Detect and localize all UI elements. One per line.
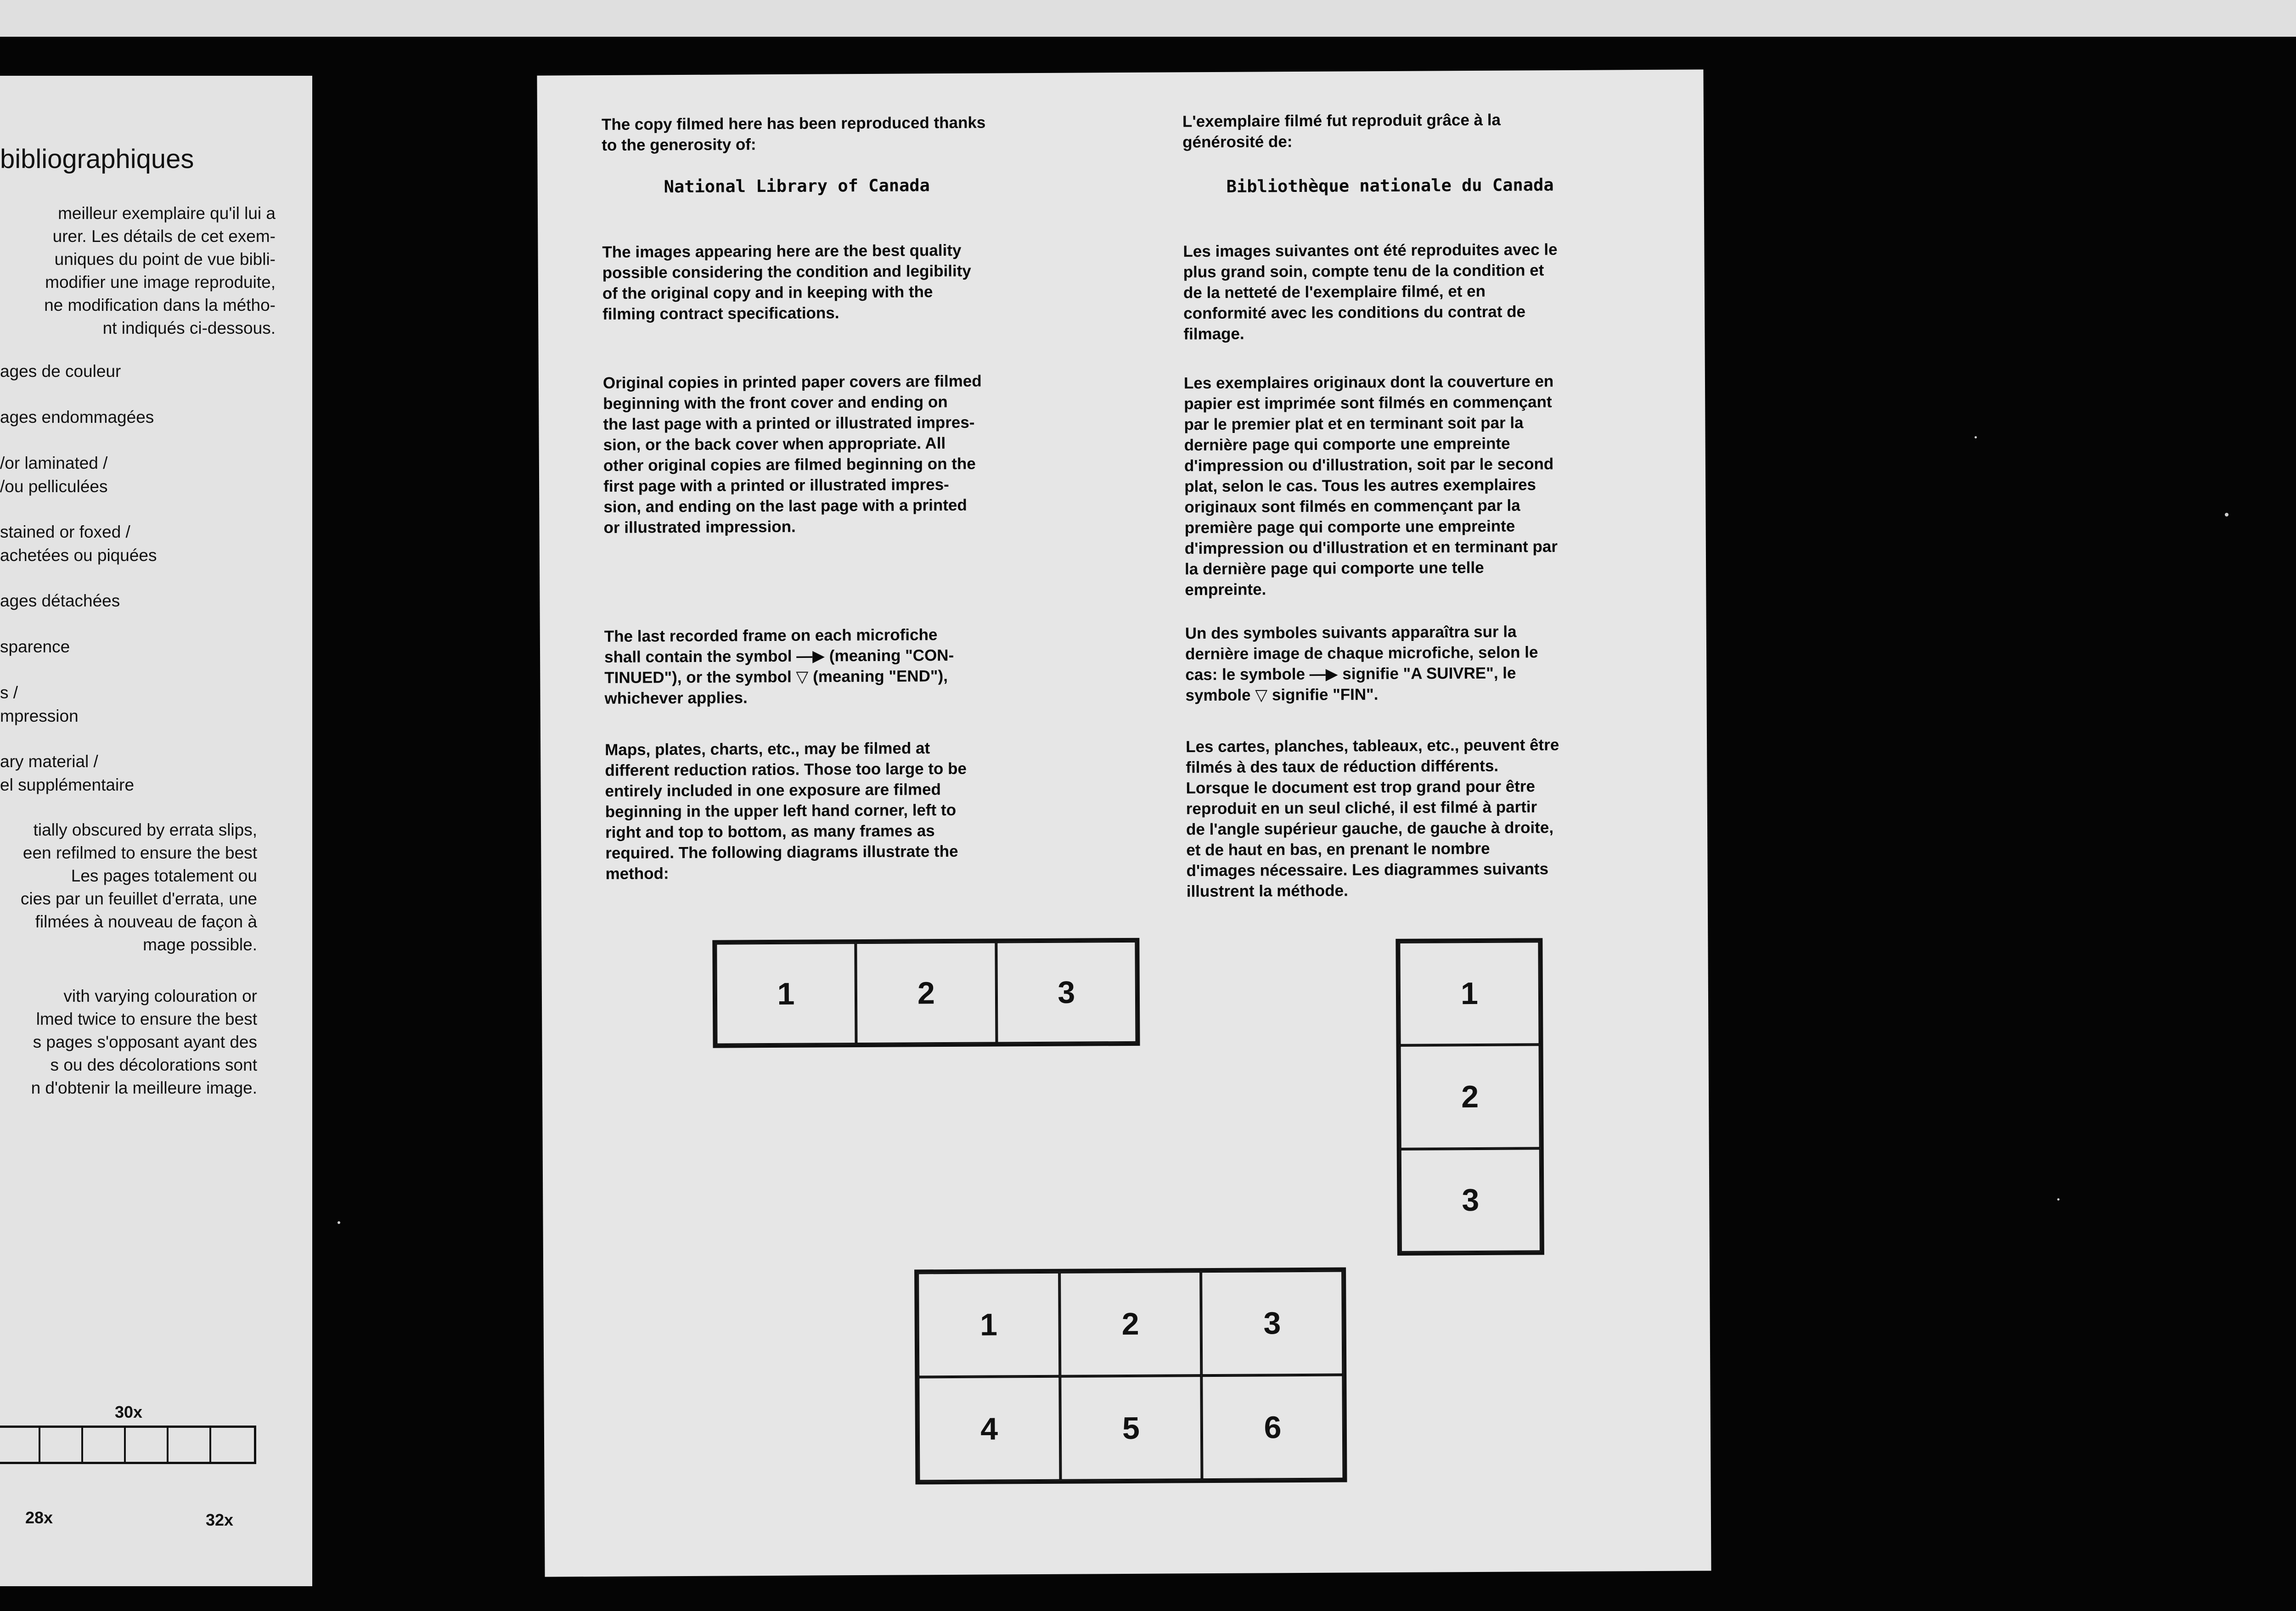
text-line: uniques du point de vue bibli- [54, 250, 276, 269]
text-line: filmés à des taux de réduction différents. [1186, 757, 1499, 777]
text-line: conformité avec les conditions du contrat de [1183, 303, 1526, 323]
english-column [601, 73, 1079, 883]
text-line: the last page with a printed or illustrated impres- [603, 413, 975, 433]
text-line: ages endommagées [0, 408, 154, 427]
text-line: de la netteté de l'exemplaire filmé, et en [1183, 282, 1486, 302]
text-line: sion, and ending on the last page with a printed [603, 496, 967, 516]
text-line: meilleur exemplaire qu'il lui a [58, 204, 276, 223]
text-line: beginning in the upper left hand corner, left to [605, 801, 957, 821]
checklist-item [0, 451, 107, 498]
text-line: The last recorded frame on each microfiche [604, 626, 938, 646]
frame-cell: 2 [1059, 1271, 1202, 1376]
text-line: Lorsque le document est trop grand pour être [1186, 777, 1536, 797]
text-line: symbole ▽ signifie "FIN". [1185, 685, 1379, 705]
dust-speck [2057, 1198, 2060, 1201]
english-intro [602, 112, 986, 156]
english-covers-paragraph [603, 371, 983, 538]
text-line: to the generosity of: [602, 135, 756, 154]
text-line: de l'angle supérieur gauche, de gauche à droite, [1186, 819, 1554, 839]
english-maps-paragraph [605, 738, 967, 884]
text-line: cies par un feuillet d'errata, une [20, 889, 257, 908]
text-line: nt indiqués ci-dessous. [102, 319, 276, 337]
scale-cell [83, 1428, 126, 1462]
scale-label-28x: 28x [25, 1508, 53, 1527]
text-line: or illustrated impression. [603, 517, 796, 537]
text-line: een refilmed to ensure the best [23, 843, 257, 862]
text-line: Les cartes, planches, tableaux, etc., peuvent être [1186, 736, 1559, 756]
english-symbols-paragraph [604, 624, 954, 709]
frame-cell: 2 [1400, 1045, 1541, 1149]
text-line: Les images suivantes ont été reproduites avec le [1183, 241, 1558, 261]
text-line: n d'obtenir la meilleure image. [31, 1078, 257, 1097]
checklist-item [0, 750, 134, 797]
diagram-vertical-strip [1396, 938, 1544, 1256]
scale-cell [169, 1428, 211, 1462]
english-institution: National Library of Canada [664, 175, 930, 197]
dust-speck [338, 1221, 340, 1224]
text-line: stained or foxed / [0, 522, 130, 541]
frame-cell: 1 [1399, 941, 1540, 1045]
text-line: s / [0, 683, 18, 702]
text-line: different reduction ratios. Those too large to be [605, 759, 967, 780]
text-line: shall contain the symbol —▶ (meaning "CON- [604, 646, 954, 666]
text-line: dernière image de chaque microfiche, selon le [1185, 643, 1538, 663]
text-line: plat, selon le cas. Tous les autres exemplaires [1184, 476, 1536, 496]
text-line: par le premier plat et en terminant soit par la [1184, 414, 1524, 434]
text-line: method: [605, 864, 669, 883]
text-line: possible considering the condition and legibility [602, 262, 971, 282]
text-line: sion, or the back cover when appropriate. All [603, 434, 946, 454]
text-line: filming contract specifications. [602, 304, 839, 323]
checklist-item [0, 681, 79, 728]
text-line: ne modification dans la métho- [44, 296, 276, 314]
diagram-horizontal-strip [712, 938, 1140, 1048]
text-line: achetées ou piquées [0, 546, 157, 565]
dust-speck [1975, 436, 1977, 438]
text-line: mage possible. [143, 935, 257, 954]
text-line: /or laminated / [0, 454, 108, 472]
text-line: /ou pelliculées [0, 477, 108, 496]
scale-cell [0, 1428, 40, 1462]
reduction-scale [0, 1426, 256, 1464]
text-line: première page qui comporte une empreinte [1184, 517, 1515, 537]
text-line: papier est imprimée sont filmés en commençant [1184, 393, 1552, 413]
text-line: modifier une image reproduite, [45, 273, 276, 292]
text-line: vith varying colouration or [63, 987, 257, 1005]
text-line: plus grand soin, compte tenu de la condition et [1183, 261, 1544, 281]
text-line: s pages s'opposant ayant des [33, 1033, 257, 1051]
text-line: other original copies are filmed beginning on the [603, 455, 976, 475]
dust-speck [2225, 513, 2228, 516]
left-page-intro [0, 202, 276, 340]
frame-cell: 3 [996, 941, 1137, 1044]
scale-label-30x: 30x [115, 1403, 143, 1421]
english-quality-paragraph [602, 240, 971, 325]
text-line: générosité de: [1182, 133, 1293, 152]
french-symbols-paragraph [1185, 621, 1538, 706]
frame-cell: 2 [856, 942, 996, 1044]
text-line: filmage. [1183, 325, 1244, 343]
checklist-item [0, 520, 157, 567]
text-line: ages détachées [0, 591, 120, 610]
text-line: Les pages totalement ou [71, 866, 257, 885]
left-partial-page [0, 76, 312, 1586]
text-line: cas: le symbole —▶ signifie "A SUIVRE", le [1185, 664, 1516, 684]
scale-cell [40, 1428, 83, 1462]
text-line: first page with a printed or illustrated impres- [603, 475, 949, 495]
text-line: d'impression ou d'illustration, soit par le second [1184, 455, 1554, 475]
text-line: dernière page qui comporte une empreinte [1184, 434, 1510, 455]
text-line: urer. Les détails de cet exem- [52, 227, 276, 246]
text-line: Maps, plates, charts, etc., may be filmed at [605, 739, 930, 759]
scale-cell [211, 1428, 254, 1462]
text-line: whichever applies. [604, 689, 748, 707]
frame-cell: 5 [1060, 1375, 1202, 1481]
text-line: of the original copy and in keeping with the [602, 283, 933, 303]
french-intro [1182, 110, 1501, 153]
text-line: mpression [0, 707, 79, 725]
checklist-item [0, 635, 70, 658]
frame-cell: 6 [1202, 1375, 1344, 1480]
text-line: required. The following diagrams illustrate the [605, 842, 958, 862]
frame-cell: 1 [715, 943, 856, 1045]
text-line: el supplémentaire [0, 775, 135, 794]
scale-cell [126, 1428, 169, 1462]
text-line: illustrent la méthode. [1186, 881, 1348, 901]
frame-cell: 4 [918, 1376, 1060, 1482]
text-line: s ou des décolorations sont [50, 1055, 257, 1074]
text-line: empreinte. [1185, 580, 1266, 599]
left-page-heading: bibliographiques [0, 144, 194, 174]
frame-cell: 1 [917, 1272, 1060, 1377]
diagram-six-frame-grid [914, 1267, 1347, 1484]
french-maps-paragraph [1186, 735, 1560, 902]
text-line: ary material / [0, 752, 98, 771]
colouration-note [0, 985, 257, 1100]
top-film-edge [0, 0, 2296, 37]
text-line: filmées à nouveau de façon à [35, 912, 257, 931]
text-line: L'exemplaire filmé fut reproduit grâce à la [1182, 111, 1501, 131]
text-line: The copy filmed here has been reproduced thanks [601, 113, 986, 134]
text-line: sparence [0, 637, 70, 656]
text-line: originaux sont filmés en commençant par la [1184, 496, 1520, 516]
text-line: d'images nécessaire. Les diagrammes suivants [1186, 860, 1549, 880]
french-covers-paragraph [1184, 371, 1558, 600]
text-line: reproduit en un seul cliché, il est filmé à partir [1186, 798, 1537, 818]
french-quality-paragraph [1183, 239, 1558, 344]
text-line: TINUED"), or the symbol ▽ (meaning "END"), [604, 667, 948, 687]
microfiche-notice-page [537, 69, 1711, 1577]
frame-cell: 3 [1400, 1148, 1541, 1252]
text-line: ages de couleur [0, 362, 121, 381]
errata-note [0, 819, 257, 956]
text-line: Un des symboles suivants apparaîtra sur la [1185, 623, 1517, 643]
scale-label-32x: 32x [206, 1510, 234, 1529]
checklist-item [0, 405, 154, 429]
text-line: Original copies in printed paper covers are filmed [602, 372, 982, 392]
checklist-item [0, 589, 120, 612]
text-line: right and top to bottom, as many frames as [605, 822, 935, 842]
text-line: The images appearing here are the best quality [602, 241, 962, 261]
text-line: lmed twice to ensure the best [36, 1010, 257, 1028]
checklist-item [0, 359, 121, 383]
frame-cell: 3 [1201, 1271, 1343, 1376]
french-institution: Bibliothèque nationale du Canada [1226, 175, 1554, 196]
text-line: Les exemplaires originaux dont la couverture en [1183, 372, 1554, 393]
text-line: et de haut en bas, en prenant le nombre [1186, 839, 1490, 859]
text-line: d'impression ou d'illustration et en terminant par [1184, 538, 1558, 558]
text-line: tially obscured by errata slips, [33, 820, 257, 839]
text-line: beginning with the front cover and ending on [603, 393, 948, 413]
text-line: la dernière page qui comporte une telle [1185, 558, 1484, 578]
text-line: entirely included in one exposure are filmed [605, 780, 941, 800]
french-column [1182, 70, 1660, 901]
